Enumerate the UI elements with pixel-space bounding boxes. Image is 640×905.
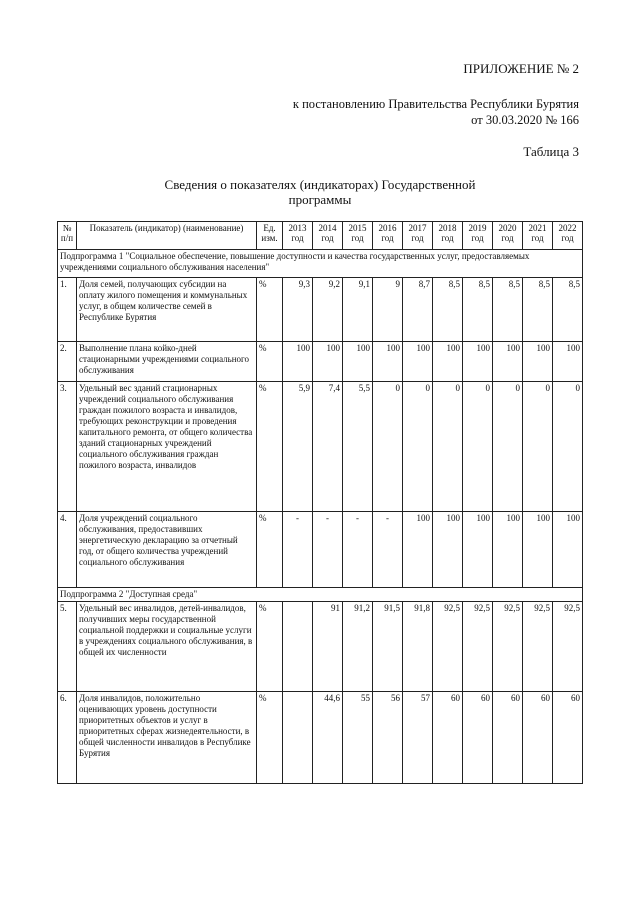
row-value: 100 [403, 342, 433, 382]
title-line-2: программы [288, 192, 352, 207]
table-header-row [58, 222, 583, 250]
row-unit: % [257, 342, 283, 382]
header-year: 2018 год [433, 222, 463, 250]
row-unit: % [257, 692, 283, 784]
row-value: 100 [523, 342, 553, 382]
table-row [58, 512, 583, 588]
row-value: 91 [313, 602, 343, 692]
row-value: 8,5 [463, 278, 493, 342]
row-indicator-name: Доля инвалидов, положительно оценивающих уровень доступности приоритетных объектов и услуг в приоритетных сферах жизнедеятельности, в общей численности инвалидов в Республике Бурятия [77, 692, 257, 784]
row-unit: % [257, 512, 283, 588]
table-number: Таблица 3 [523, 144, 579, 159]
row-value: 0 [403, 382, 433, 512]
row-num: 3. [58, 382, 77, 512]
row-value: 8,5 [493, 278, 523, 342]
row-value: 100 [403, 512, 433, 588]
row-indicator-name: Доля учреждений социального обслуживания, предоставивших энергетическую декларацию за отчетный год, от общего количества учреждений социального обслуживания [77, 512, 257, 588]
row-num: 6. [58, 692, 77, 784]
header-year: 2021 год [523, 222, 553, 250]
row-value: 100 [283, 342, 313, 382]
row-value: 100 [463, 342, 493, 382]
resolution-reference [293, 96, 579, 128]
row-num: 5. [58, 602, 77, 692]
row-value: 8,7 [403, 278, 433, 342]
row-value: 0 [493, 382, 523, 512]
row-indicator-name: Удельный вес инвалидов, детей-инвалидов, получивших меры государственной социальной поддержки и социальные услуги в учреждениях социального обслуживания, в общей их численности [77, 602, 257, 692]
row-value: 91,5 [373, 602, 403, 692]
table-row [58, 382, 583, 512]
subprogram-row [58, 588, 583, 602]
table-row [58, 692, 583, 784]
row-value: 100 [493, 342, 523, 382]
resolution-line-2: от 30.03.2020 № 166 [471, 113, 579, 127]
row-value: 92,5 [523, 602, 553, 692]
table-row [58, 278, 583, 342]
row-indicator-name: Выполнение плана койко-дней стационарными учреждениями социального обслуживания [77, 342, 257, 382]
table-row [58, 602, 583, 692]
header-num: № п/п [58, 222, 77, 250]
row-indicator-name: Удельный вес зданий стационарных учреждений социального обслуживания граждан пожилого возраста и инвалидов, требующих реконструкции и проведения капитального ремонта, от общего количества зданий стационарных учреждений социального обслуживания граждан пожилого возраста, инвалидов [77, 382, 257, 512]
row-value: - [373, 512, 403, 588]
row-value: - [313, 512, 343, 588]
row-unit: % [257, 278, 283, 342]
header-year: 2015 год [343, 222, 373, 250]
row-value: 56 [373, 692, 403, 784]
row-value: 60 [493, 692, 523, 784]
row-value: 44,6 [313, 692, 343, 784]
row-value: 92,5 [463, 602, 493, 692]
row-value: - [283, 512, 313, 588]
row-value: 91,8 [403, 602, 433, 692]
row-value: 9 [373, 278, 403, 342]
header-year: 2016 год [373, 222, 403, 250]
row-value: 100 [493, 512, 523, 588]
row-num: 1. [58, 278, 77, 342]
table-row [58, 342, 583, 382]
header-name: Показатель (индикатор) (наименование) [77, 222, 257, 250]
header-year: 2022 год [553, 222, 583, 250]
resolution-line-1: к постановлению Правительства Республики Бурятия [292, 97, 579, 111]
row-value: 92,5 [433, 602, 463, 692]
row-value: 8,5 [523, 278, 553, 342]
row-value: 92,5 [553, 602, 583, 692]
row-value: 9,2 [313, 278, 343, 342]
indicators-table [57, 221, 583, 784]
header-year: 2020 год [493, 222, 523, 250]
header-year: 2019 год [463, 222, 493, 250]
title-line-1: Сведения о показателях (индикаторах) Государственной [164, 177, 476, 192]
row-value: 100 [553, 342, 583, 382]
row-value: 91,2 [343, 602, 373, 692]
row-value: 0 [523, 382, 553, 512]
subprogram-row [58, 250, 583, 278]
row-value: 100 [313, 342, 343, 382]
subprogram-2-title: Подпрограмма 2 "Доступная среда" [58, 588, 583, 602]
row-value: 100 [523, 512, 553, 588]
row-value: 7,4 [313, 382, 343, 512]
row-indicator-name: Доля семей, получающих субсидии на оплату жилого помещения и коммунальных услуг, в общем количестве семей в Республике Бурятия [77, 278, 257, 342]
row-value: 0 [433, 382, 463, 512]
row-value: 8,5 [553, 278, 583, 342]
row-value: 60 [463, 692, 493, 784]
row-num: 2. [58, 342, 77, 382]
row-value: 60 [433, 692, 463, 784]
row-value: 5,9 [283, 382, 313, 512]
row-value: - [343, 512, 373, 588]
row-value [283, 602, 313, 692]
row-value: 55 [343, 692, 373, 784]
row-value: 60 [553, 692, 583, 784]
row-value: 100 [373, 342, 403, 382]
row-value: 100 [553, 512, 583, 588]
row-value: 100 [433, 342, 463, 382]
row-value: 57 [403, 692, 433, 784]
header-year: 2013 год [283, 222, 313, 250]
row-value: 60 [523, 692, 553, 784]
header-year: 2017 год [403, 222, 433, 250]
row-value: 8,5 [433, 278, 463, 342]
row-unit: % [257, 602, 283, 692]
row-value: 0 [463, 382, 493, 512]
row-num: 4. [58, 512, 77, 588]
document-title [140, 177, 500, 207]
row-value: 5,5 [343, 382, 373, 512]
appendix-label: ПРИЛОЖЕНИЕ № 2 [463, 61, 579, 76]
row-value: 100 [343, 342, 373, 382]
subprogram-1-title: Подпрограмма 1 "Социальное обеспечение, повышение доступности и качества государственных услуг, предоставляемых учреждениями социального обслуживания населения" [58, 250, 583, 278]
row-value: 0 [373, 382, 403, 512]
row-value: 0 [553, 382, 583, 512]
row-unit: % [257, 382, 283, 512]
row-value: 100 [463, 512, 493, 588]
header-year: 2014 год [313, 222, 343, 250]
row-value: 9,3 [283, 278, 313, 342]
row-value: 9,1 [343, 278, 373, 342]
row-value [283, 692, 313, 784]
row-value: 92,5 [493, 602, 523, 692]
row-value: 100 [433, 512, 463, 588]
header-unit: Ед. изм. [257, 222, 283, 250]
